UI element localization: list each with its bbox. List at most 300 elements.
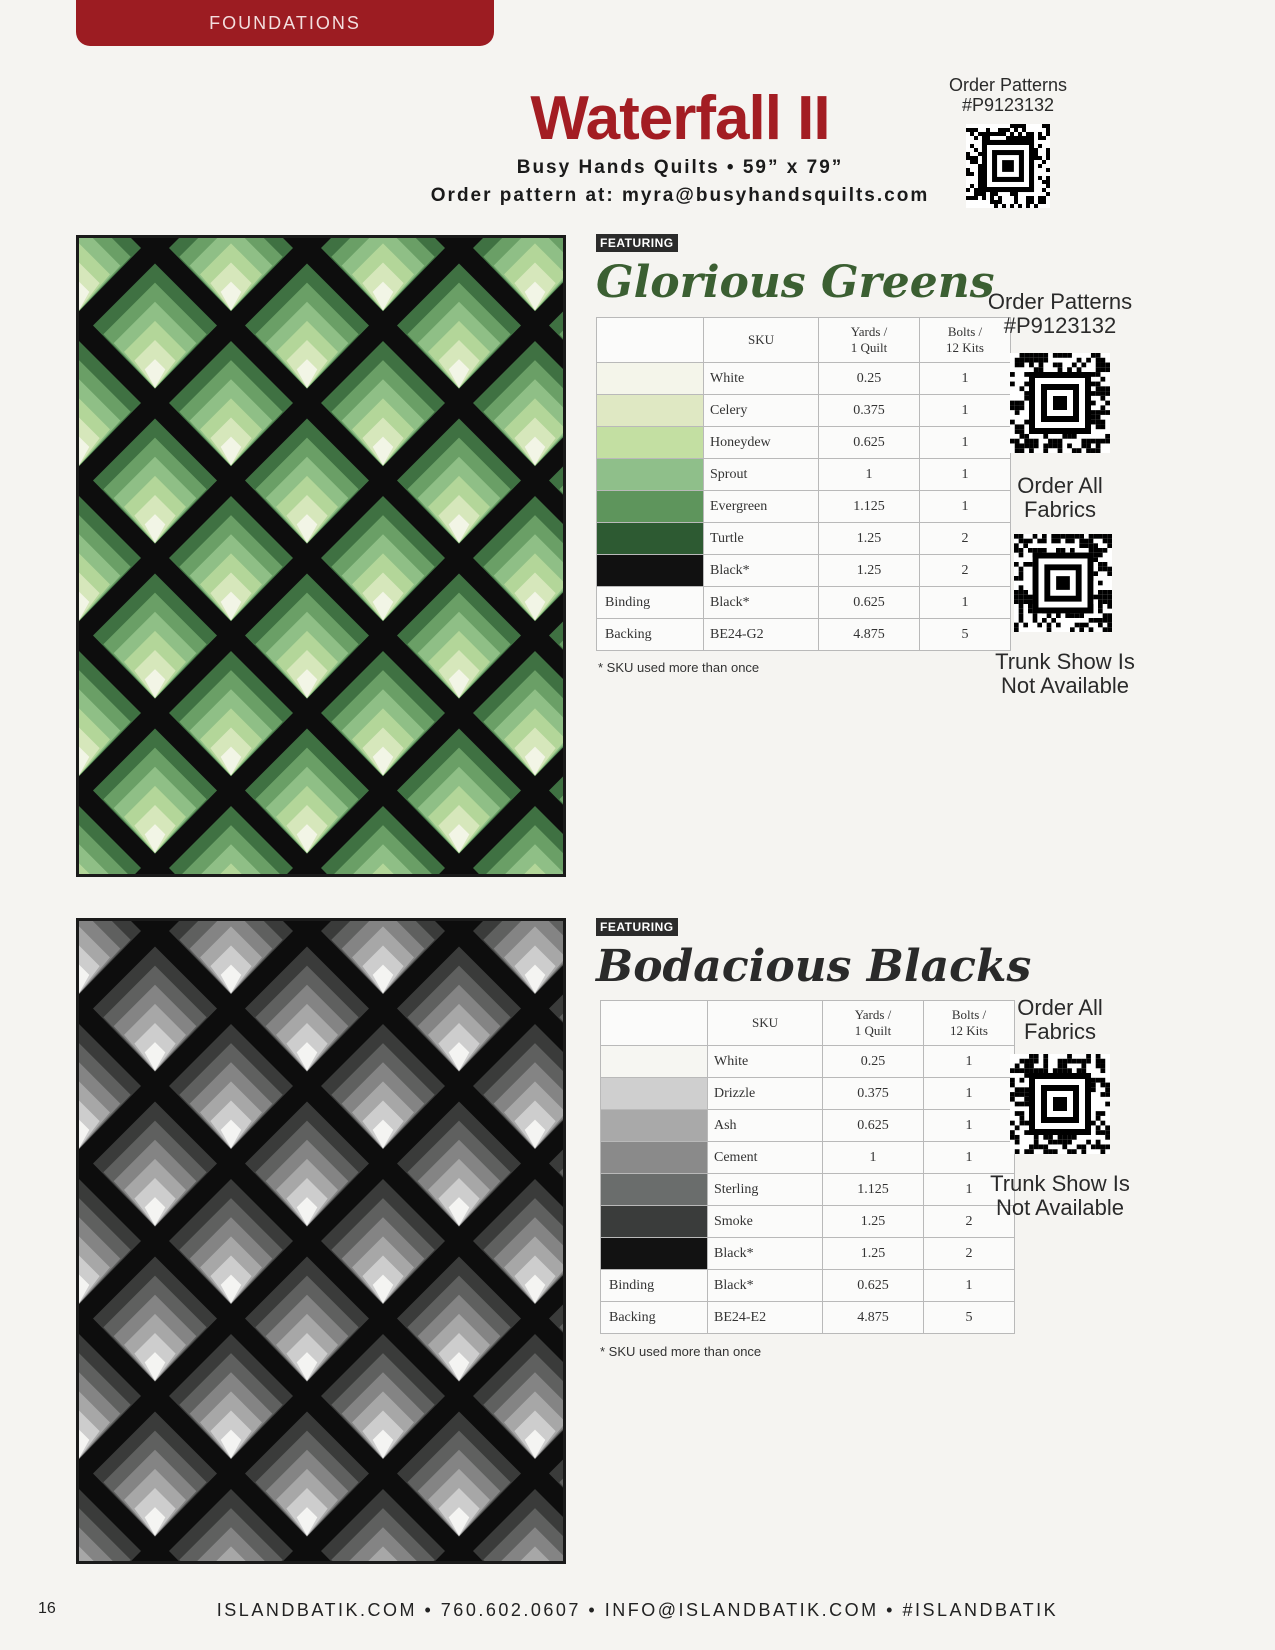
table-row [601, 1142, 1015, 1174]
qr-module [1024, 358, 1029, 363]
qr-module [1100, 1144, 1105, 1149]
qr-module [1043, 1054, 1048, 1059]
qr-module [1093, 595, 1098, 600]
qr-module [1023, 599, 1028, 604]
qr-module [1046, 124, 1050, 128]
qr-module [1015, 439, 1020, 444]
qr-module [1015, 1135, 1020, 1140]
qr-module [1091, 420, 1096, 425]
qr-module [1020, 443, 1025, 448]
table-row [597, 363, 1011, 395]
qr-module [1096, 358, 1101, 363]
row-label: Binding [597, 587, 704, 619]
qr-module [1107, 623, 1112, 628]
qr-module [1023, 623, 1028, 628]
qr-module [1070, 613, 1075, 618]
qr-module [1020, 1087, 1025, 1092]
qr-module [1056, 576, 1070, 590]
qr-module [1096, 1078, 1101, 1083]
qr-module [974, 192, 978, 196]
qr-module [974, 156, 978, 160]
qr-module [1029, 358, 1034, 363]
bolts-header: Bolts / 12 Kits [920, 318, 1011, 363]
qr-module [1100, 1130, 1105, 1135]
qr-module [1046, 184, 1050, 188]
qr-module [1105, 363, 1110, 368]
qr-module [1067, 1140, 1072, 1145]
qr-module [1105, 1102, 1110, 1107]
table-row [597, 619, 1011, 651]
qr-module [978, 164, 982, 168]
qr-module [966, 156, 970, 160]
qr-module [1023, 595, 1028, 600]
qr-module [974, 160, 978, 164]
qr-module [1026, 136, 1030, 140]
qr-module [1019, 567, 1024, 572]
qr-module [1015, 1102, 1020, 1107]
sku-cell: Black* [708, 1238, 823, 1270]
qr-module [1019, 609, 1024, 614]
qr-module [966, 168, 970, 172]
qr-module [1023, 562, 1028, 567]
qr-module [1038, 176, 1042, 180]
qr-module [1077, 448, 1082, 453]
qr-module [1048, 1149, 1053, 1154]
qr-module [1020, 1092, 1025, 1097]
qr-module [1062, 1135, 1067, 1140]
qr-module [1039, 363, 1044, 368]
bolts-cell: 1 [924, 1110, 1015, 1142]
qr-module [1086, 439, 1091, 444]
swatch-header [597, 318, 704, 363]
qr-module [1100, 439, 1105, 444]
qr-module [1002, 132, 1006, 136]
qr-module [1098, 599, 1103, 604]
qr-module [1086, 358, 1091, 363]
qr-module [1028, 599, 1033, 604]
bolts-cell: 1 [924, 1270, 1015, 1302]
greens-order-fabrics-qr-code[interactable] [1014, 534, 1112, 632]
qr-module [1100, 1111, 1105, 1116]
blacks-order-fabrics-qr-code[interactable] [1010, 1054, 1110, 1154]
qr-module [970, 172, 974, 176]
qr-module [1070, 539, 1075, 544]
qr-module [1096, 439, 1101, 444]
qr-module [1010, 136, 1014, 140]
qr-module [1067, 1054, 1072, 1059]
qr-module [1058, 439, 1063, 444]
fabric-swatch [601, 1206, 708, 1238]
qr-module [1020, 353, 1025, 358]
table-row [601, 1174, 1015, 1206]
qr-module [1015, 1140, 1020, 1145]
qr-module [1067, 1135, 1072, 1140]
qr-module [1002, 128, 1006, 132]
qr-module [1077, 358, 1082, 363]
featuring-badge: FEATURING [596, 918, 678, 936]
qr-module [1093, 618, 1098, 623]
qr-module [1014, 623, 1019, 628]
qr-module [978, 152, 982, 156]
qr-module [1091, 415, 1096, 420]
table-row [597, 555, 1011, 587]
bolts-cell: 1 [924, 1174, 1015, 1206]
qr-module [1062, 1144, 1067, 1149]
qr-module [1046, 152, 1050, 156]
qr-module [1086, 1054, 1091, 1059]
qr-module [1010, 1078, 1015, 1083]
table-row [597, 395, 1011, 427]
qr-module [994, 200, 998, 204]
qr-module [1093, 571, 1098, 576]
qr-module [1015, 401, 1020, 406]
qr-module [1098, 604, 1103, 609]
qr-module [1053, 443, 1058, 448]
qr-module [1100, 424, 1105, 429]
collection-name-greens: Glorious Greens [596, 257, 995, 308]
qr-module [1100, 377, 1105, 382]
qr-module [1018, 204, 1022, 208]
qr-module [1019, 613, 1024, 618]
qr-module [998, 128, 1002, 132]
qr-module [1081, 1059, 1086, 1064]
qr-module [982, 132, 986, 136]
qr-module [1015, 1111, 1020, 1116]
qr-module [1103, 618, 1108, 623]
qr-module [1091, 448, 1096, 453]
qr-module [1024, 1064, 1029, 1069]
qr-module [1024, 1073, 1029, 1078]
fabric-swatch [597, 427, 704, 459]
qr-module [1107, 543, 1112, 548]
qr-module [1038, 164, 1042, 168]
sku-cell: Smoke [708, 1206, 823, 1238]
qr-module [1081, 1149, 1086, 1154]
qr-module [1089, 618, 1094, 623]
qr-module [1014, 595, 1019, 600]
qr-module [1020, 448, 1025, 453]
qr-module [1065, 613, 1070, 618]
qr-module [1046, 180, 1050, 184]
qr-module [1010, 1130, 1015, 1135]
qr-module [1015, 1092, 1020, 1097]
qr-module [1096, 382, 1101, 387]
qr-module [1100, 1092, 1105, 1097]
qr-module [1043, 1068, 1048, 1073]
yards-cell: 0.625 [819, 587, 920, 619]
qr-module [1043, 1064, 1048, 1069]
bolts-cell: 1 [920, 427, 1011, 459]
qr-module [1015, 1087, 1020, 1092]
sku-cell: Black* [708, 1270, 823, 1302]
table-row [601, 1270, 1015, 1302]
qr-module [1103, 627, 1108, 632]
qr-module [1058, 363, 1063, 368]
qr-module [994, 204, 998, 208]
qr-module [1079, 539, 1084, 544]
qr-module [1034, 1135, 1039, 1140]
qr-module [1079, 623, 1084, 628]
sku-cell: Ash [708, 1110, 823, 1142]
greens-fabric-table [596, 317, 1011, 651]
qr-module [1089, 548, 1094, 553]
qr-module [1024, 420, 1029, 425]
qr-module [1091, 372, 1096, 377]
sku-cell: BE24-E2 [708, 1302, 823, 1334]
qr-module [1061, 534, 1066, 539]
qr-module [1058, 1135, 1063, 1140]
qr-module [970, 196, 974, 200]
qr-module [1033, 548, 1038, 553]
qr-module [1014, 136, 1018, 140]
bolts-cell: 1 [920, 363, 1011, 395]
qr-module [1093, 543, 1098, 548]
qr-module [1089, 534, 1094, 539]
swatch-header [601, 1001, 708, 1046]
qr-module [1107, 599, 1112, 604]
yards-cell: 4.875 [819, 619, 920, 651]
sku-cell: Black* [704, 587, 819, 619]
qr-module [1056, 539, 1061, 544]
qr-module [970, 184, 974, 188]
qr-module [1105, 439, 1110, 444]
qr-module [1034, 367, 1039, 372]
qr-module [1029, 439, 1034, 444]
qr-module [1014, 200, 1018, 204]
qr-module [1100, 1068, 1105, 1073]
qr-module [1100, 363, 1105, 368]
order-patterns-qr-code[interactable] [966, 124, 1050, 208]
qr-module [1053, 1149, 1058, 1154]
qr-module [1033, 613, 1038, 618]
sku-cell: Black* [704, 555, 819, 587]
qr-module [1077, 367, 1082, 372]
qr-module [1015, 1125, 1020, 1130]
qr-module [1096, 363, 1101, 368]
qr-module [1098, 609, 1103, 614]
fabric-swatch [597, 523, 704, 555]
qr-module [1037, 539, 1042, 544]
qr-module [1010, 1092, 1015, 1097]
qr-module [966, 128, 970, 132]
yards-cell: 1.25 [819, 555, 920, 587]
qr-module [982, 196, 986, 200]
qr-module [978, 188, 982, 192]
qr-module [1096, 367, 1101, 372]
qr-module [1019, 590, 1024, 595]
qr-module [1072, 1135, 1077, 1140]
qr-module [1084, 543, 1089, 548]
qr-module [1019, 548, 1024, 553]
qr-module [1043, 353, 1048, 358]
qr-module [1029, 443, 1034, 448]
qr-module [1107, 590, 1112, 595]
sku-cell: Celery [704, 395, 819, 427]
qr-module [1034, 1144, 1039, 1149]
qr-module [1034, 358, 1039, 363]
qr-module [1046, 148, 1050, 152]
glorious-greens-quilt-image [76, 235, 566, 877]
qr-module [1014, 534, 1019, 539]
fabric-swatch [601, 1078, 708, 1110]
qr-module [1105, 386, 1110, 391]
qr-module [1020, 1116, 1025, 1121]
greens-order-fabrics-label: Order All Fabrics [1017, 473, 1103, 523]
sku-cell: Evergreen [704, 491, 819, 523]
qr-module [1100, 391, 1105, 396]
qr-module [1019, 539, 1024, 544]
qr-module [970, 144, 974, 148]
qr-module [1103, 595, 1108, 600]
qr-module [1020, 1078, 1025, 1083]
qr-module [1030, 136, 1034, 140]
qr-module [1038, 136, 1042, 140]
fabric-swatch [597, 555, 704, 587]
bolts-cell: 1 [924, 1078, 1015, 1110]
fabric-swatch [601, 1046, 708, 1078]
qr-module [1010, 372, 1015, 377]
qr-module [998, 200, 1002, 204]
qr-module [990, 196, 994, 200]
qr-module [1020, 1059, 1025, 1064]
page-title: Waterfall II [530, 84, 830, 153]
qr-module [1098, 562, 1103, 567]
qr-module [970, 128, 974, 132]
qr-module [1020, 401, 1025, 406]
table-row [597, 523, 1011, 555]
qr-module [1105, 401, 1110, 406]
qr-module [1018, 124, 1022, 128]
qr-module [1091, 1078, 1096, 1083]
qr-module [1105, 391, 1110, 396]
qr-module [1075, 534, 1080, 539]
qr-module [1067, 443, 1072, 448]
qr-module [1105, 1087, 1110, 1092]
qr-module [1053, 1140, 1058, 1145]
qr-module [974, 136, 978, 140]
qr-module [1091, 1087, 1096, 1092]
qr-module [1070, 534, 1075, 539]
qr-module [1107, 567, 1112, 572]
qr-module [1015, 363, 1020, 368]
qr-module [1105, 1125, 1110, 1130]
qr-module [1107, 539, 1112, 544]
table-row [597, 491, 1011, 523]
qr-module [1084, 539, 1089, 544]
qr-module [1096, 1125, 1101, 1130]
qr-module [1034, 353, 1039, 358]
qr-module [1042, 180, 1046, 184]
qr-module [1091, 1144, 1096, 1149]
footer-contact[interactable]: ISLANDBATIK.COM • 760.602.0607 • INFO@ISLANDBATIK.COM • #ISLANDBATIK [216, 1600, 1059, 1620]
bodacious-blacks-quilt-image [76, 918, 566, 1564]
qr-module [1020, 1111, 1025, 1116]
greens-footnote: * SKU used more than once [598, 660, 760, 675]
qr-module [1015, 1149, 1020, 1154]
qr-module [1020, 405, 1025, 410]
qr-module [1096, 443, 1101, 448]
qr-module [1024, 1092, 1029, 1097]
qr-module [1051, 534, 1056, 539]
qr-module [1096, 1130, 1101, 1135]
qr-module [1020, 1068, 1025, 1073]
yards-cell: 0.375 [819, 395, 920, 427]
qr-module [1043, 1149, 1048, 1154]
qr-module [1067, 1059, 1072, 1064]
sku-cell: White [704, 363, 819, 395]
sku-cell: Drizzle [708, 1078, 823, 1110]
qr-module [1105, 367, 1110, 372]
qr-module [1098, 567, 1103, 572]
yards-cell: 4.875 [823, 1302, 924, 1334]
greens-order-patterns-qr-code[interactable] [1010, 353, 1110, 453]
qr-module [1098, 623, 1103, 628]
qr-module [1058, 367, 1063, 372]
qr-module [1046, 168, 1050, 172]
qr-module [1081, 1064, 1086, 1069]
qr-module [1103, 567, 1108, 572]
yards-cell: 0.625 [823, 1270, 924, 1302]
qr-module [1096, 1054, 1101, 1059]
qr-module [1015, 448, 1020, 453]
page-number: 16 [38, 1600, 56, 1617]
qr-module [1015, 358, 1020, 363]
table-row [601, 1302, 1015, 1334]
bolts-cell: 5 [924, 1302, 1015, 1334]
qr-module [1062, 1064, 1067, 1069]
qr-module [1058, 443, 1063, 448]
qr-module [1020, 434, 1025, 439]
qr-module [1043, 434, 1048, 439]
qr-module [1015, 1068, 1020, 1073]
qr-module [1029, 1054, 1034, 1059]
qr-module [1015, 410, 1020, 415]
yards-cell: 1 [819, 459, 920, 491]
qr-module [1075, 623, 1080, 628]
qr-module [1091, 382, 1096, 387]
qr-module [1039, 367, 1044, 372]
qr-module [1020, 1102, 1025, 1107]
qr-module [1077, 1059, 1082, 1064]
qr-module [966, 188, 970, 192]
qr-module [1043, 1059, 1048, 1064]
qr-module [1072, 448, 1077, 453]
qr-module [1107, 595, 1112, 600]
yards-cell: 0.375 [823, 1078, 924, 1110]
qr-module [1014, 576, 1019, 581]
qr-module [1062, 1140, 1067, 1145]
qr-module [1042, 539, 1047, 544]
qr-module [1103, 548, 1108, 553]
table-row [597, 427, 1011, 459]
qr-module [1100, 1121, 1105, 1126]
qr-module [1096, 1140, 1101, 1145]
qr-module [1037, 548, 1042, 553]
qr-module [1096, 386, 1101, 391]
qr-module [1019, 585, 1024, 590]
qr-module [1093, 534, 1098, 539]
qr-module [1029, 1059, 1034, 1064]
qr-module [1010, 382, 1015, 387]
blacks-order-fabrics-label: Order All Fabrics [1017, 995, 1103, 1045]
qr-module [1056, 548, 1061, 553]
qr-module [1042, 534, 1047, 539]
qr-module [1038, 144, 1042, 148]
yards-cell: 1.125 [819, 491, 920, 523]
table-row [597, 459, 1011, 491]
qr-module [1096, 1059, 1101, 1064]
qr-module [1072, 1059, 1077, 1064]
